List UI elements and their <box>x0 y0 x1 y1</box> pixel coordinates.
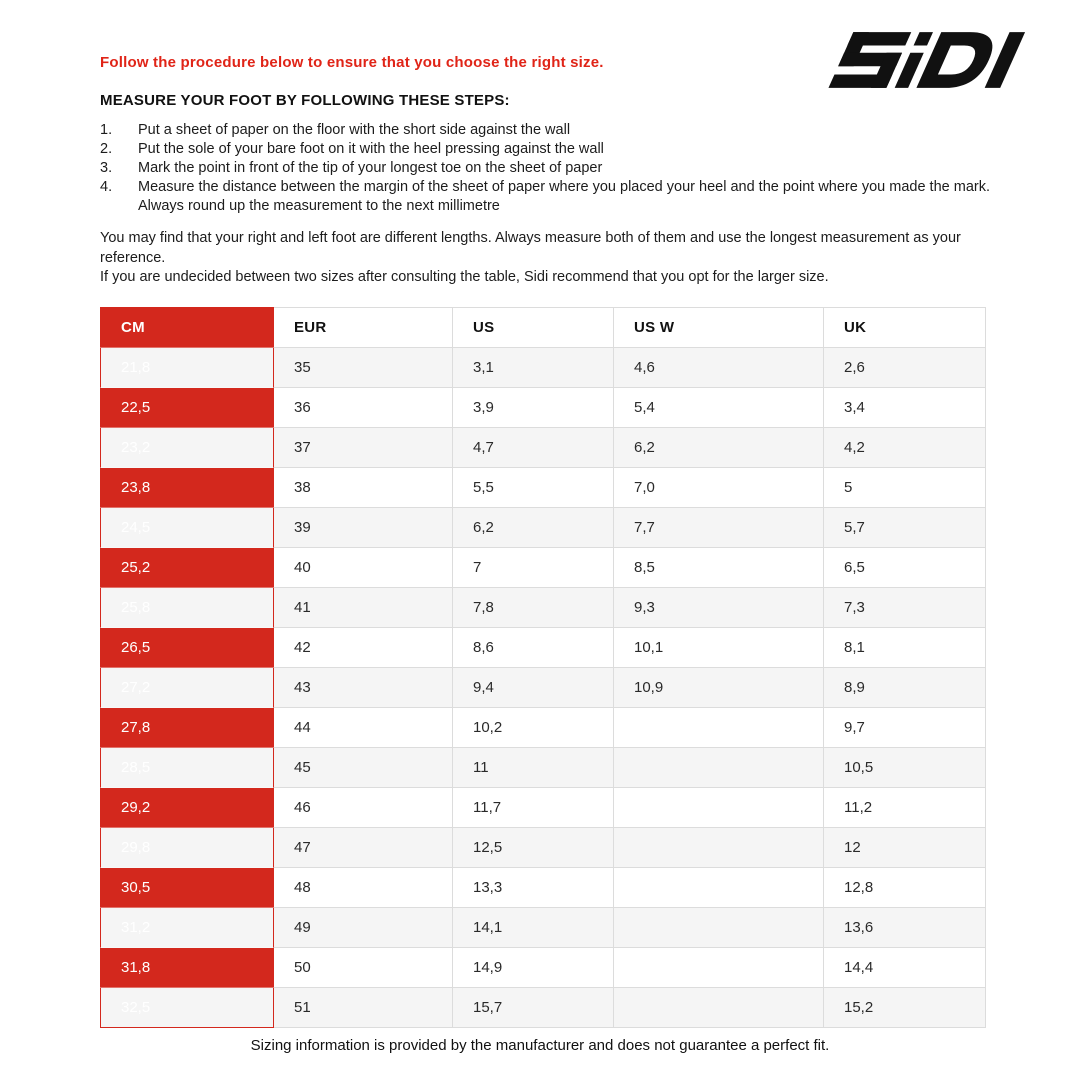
table-cell: 50 <box>274 948 453 988</box>
table-cell: 49 <box>274 908 453 948</box>
table-row <box>101 828 986 868</box>
cm-cell: 23,2 <box>101 428 274 468</box>
table-cell: 38 <box>274 468 453 508</box>
cm-cell: 22,5 <box>101 388 274 428</box>
table-cell: 12,8 <box>824 868 986 908</box>
table-cell: 11,2 <box>824 788 986 828</box>
table-row <box>101 388 986 428</box>
step-number: 4. <box>100 179 113 195</box>
table-cell <box>614 948 824 988</box>
column-header-usw: US W <box>614 308 824 348</box>
table-row <box>101 948 986 988</box>
cm-cell: 29,2 <box>101 788 274 828</box>
table-cell: 36 <box>274 388 453 428</box>
table-cell: 9,3 <box>614 588 824 628</box>
table-row <box>101 668 986 708</box>
table-cell <box>614 708 824 748</box>
table-cell: 37 <box>274 428 453 468</box>
measure-step <box>100 178 992 216</box>
table-cell: 3,9 <box>453 388 614 428</box>
table-cell: 51 <box>274 988 453 1028</box>
steps-title: MEASURE YOUR FOOT BY FOLLOWING THESE STEPS: <box>100 92 510 109</box>
measure-step <box>100 159 992 178</box>
table-row <box>101 508 986 548</box>
table-cell: 8,5 <box>614 548 824 588</box>
table-cell: 4,2 <box>824 428 986 468</box>
table-header-row <box>101 308 986 348</box>
table-cell: 13,3 <box>453 868 614 908</box>
cm-cell: 27,2 <box>101 668 274 708</box>
table-row <box>101 428 986 468</box>
table-cell: 7 <box>453 548 614 588</box>
table-row <box>101 628 986 668</box>
table-cell: 14,4 <box>824 948 986 988</box>
cm-cell: 32,5 <box>101 988 274 1028</box>
table-cell: 12,5 <box>453 828 614 868</box>
table-cell: 2,6 <box>824 348 986 388</box>
step-number: 1. <box>100 122 113 138</box>
table-cell: 7,7 <box>614 508 824 548</box>
table-cell: 3,1 <box>453 348 614 388</box>
table-row <box>101 708 986 748</box>
table-cell: 46 <box>274 788 453 828</box>
advice-notes <box>100 229 992 288</box>
table-cell: 13,6 <box>824 908 986 948</box>
table-cell: 4,7 <box>453 428 614 468</box>
table-row <box>101 868 986 908</box>
note-paragraph: If you are undecided between two sizes after consulting the table, Sidi recommend that you opt for the larger size. <box>100 269 829 285</box>
step-number: 2. <box>100 141 113 157</box>
cm-cell: 24,5 <box>101 508 274 548</box>
table-cell: 44 <box>274 708 453 748</box>
table-cell: 9,4 <box>453 668 614 708</box>
table-cell: 15,2 <box>824 988 986 1028</box>
table-cell: 6,5 <box>824 548 986 588</box>
table-cell: 8,6 <box>453 628 614 668</box>
column-header-cm: CM <box>101 308 274 348</box>
cm-cell: 25,8 <box>101 588 274 628</box>
table-cell: 3,4 <box>824 388 986 428</box>
steps-list <box>100 121 992 216</box>
cm-cell: 29,8 <box>101 828 274 868</box>
size-table-body <box>101 348 986 1028</box>
table-cell: 43 <box>274 668 453 708</box>
cm-cell: 31,8 <box>101 948 274 988</box>
table-cell: 41 <box>274 588 453 628</box>
table-cell: 15,7 <box>453 988 614 1028</box>
column-header-eur: EUR <box>274 308 453 348</box>
table-cell <box>614 988 824 1028</box>
table-cell: 40 <box>274 548 453 588</box>
cm-cell: 28,5 <box>101 748 274 788</box>
table-row <box>101 348 986 388</box>
table-cell: 10,2 <box>453 708 614 748</box>
table-cell: 5,5 <box>453 468 614 508</box>
step-text: Measure the distance between the margin of the sheet of paper where you placed your heel and the point where you made the mark. Always round up the measurement to the next millimetre <box>138 179 990 214</box>
table-row <box>101 908 986 948</box>
table-cell <box>614 908 824 948</box>
step-text: Put a sheet of paper on the floor with the short side against the wall <box>138 122 571 138</box>
table-cell: 8,1 <box>824 628 986 668</box>
table-cell: 48 <box>274 868 453 908</box>
table-cell: 7,0 <box>614 468 824 508</box>
column-header-uk: UK <box>824 308 986 348</box>
table-cell <box>614 828 824 868</box>
step-number: 3. <box>100 160 113 176</box>
step-text: Mark the point in front of the tip of your longest toe on the sheet of paper <box>138 160 603 176</box>
sidi-logo <box>826 30 1040 90</box>
table-cell: 10,1 <box>614 628 824 668</box>
measure-step <box>100 121 992 140</box>
table-cell: 8,9 <box>824 668 986 708</box>
table-row <box>101 548 986 588</box>
table-row <box>101 748 986 788</box>
table-cell: 39 <box>274 508 453 548</box>
table-cell: 11,7 <box>453 788 614 828</box>
table-cell: 42 <box>274 628 453 668</box>
measure-step <box>100 140 992 159</box>
table-cell: 5 <box>824 468 986 508</box>
cm-cell: 27,8 <box>101 708 274 748</box>
cm-cell: 23,8 <box>101 468 274 508</box>
table-cell: 45 <box>274 748 453 788</box>
table-cell: 14,1 <box>453 908 614 948</box>
table-cell: 10,9 <box>614 668 824 708</box>
column-header-us: US <box>453 308 614 348</box>
cm-cell: 21,8 <box>101 348 274 388</box>
footer-disclaimer: Sizing information is provided by the manufacturer and does not guarantee a perfect fit. <box>250 1037 830 1054</box>
table-cell: 7,3 <box>824 588 986 628</box>
table-cell: 5,7 <box>824 508 986 548</box>
size-conversion-table <box>100 307 986 1028</box>
table-cell: 12 <box>824 828 986 868</box>
table-cell: 10,5 <box>824 748 986 788</box>
table-cell: 6,2 <box>614 428 824 468</box>
table-cell <box>614 788 824 828</box>
table-cell: 5,4 <box>614 388 824 428</box>
cm-cell: 25,2 <box>101 548 274 588</box>
table-cell: 35 <box>274 348 453 388</box>
table-cell <box>614 868 824 908</box>
table-row <box>101 788 986 828</box>
table-cell: 9,7 <box>824 708 986 748</box>
table-cell: 6,2 <box>453 508 614 548</box>
cm-cell: 26,5 <box>101 628 274 668</box>
table-cell: 11 <box>453 748 614 788</box>
table-row <box>101 468 986 508</box>
table-cell <box>614 748 824 788</box>
table-cell: 4,6 <box>614 348 824 388</box>
table-row <box>101 988 986 1028</box>
table-row <box>101 588 986 628</box>
table-cell: 7,8 <box>453 588 614 628</box>
step-text: Put the sole of your bare foot on it with the heel pressing against the wall <box>138 141 604 157</box>
table-cell: 47 <box>274 828 453 868</box>
procedure-note: Follow the procedure below to ensure that you choose the right size. <box>100 54 604 71</box>
table-cell: 14,9 <box>453 948 614 988</box>
note-paragraph: You may find that your right and left foot are different lengths. Always measure both of them and use the longest measurement as your reference. <box>100 230 961 266</box>
cm-cell: 31,2 <box>101 908 274 948</box>
cm-cell: 30,5 <box>101 868 274 908</box>
sidi-logo-icon <box>826 77 1040 94</box>
